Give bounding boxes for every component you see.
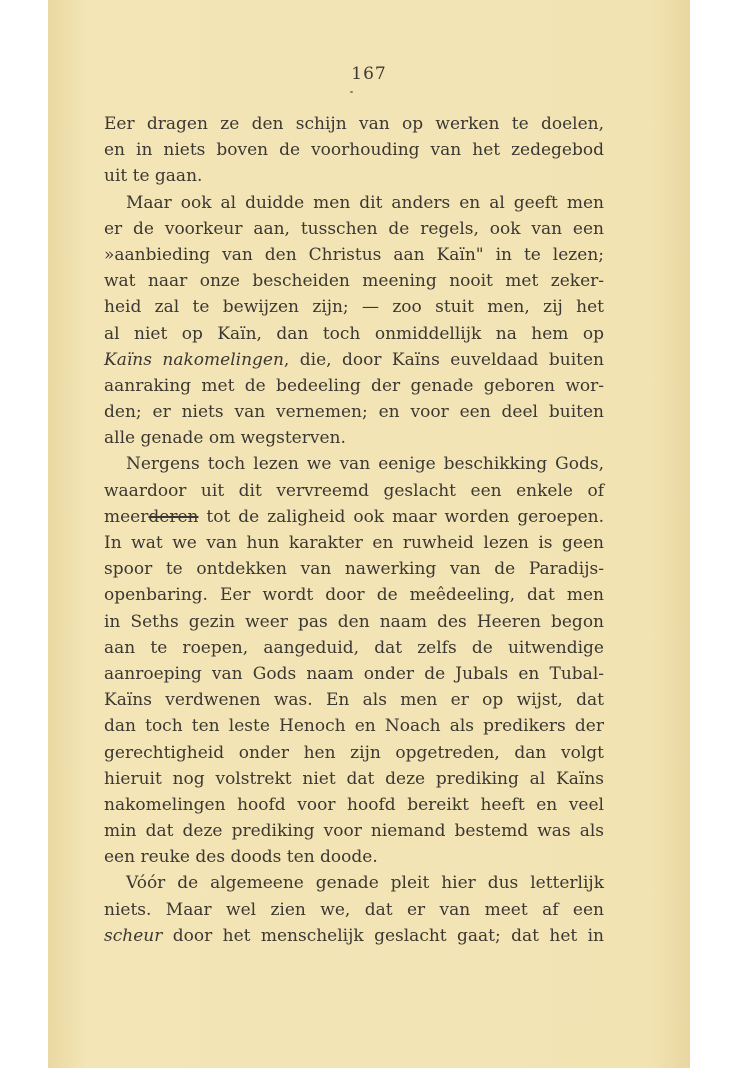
text-line: spoor te ontdekken van nawerking van de Paradijs- bbox=[104, 559, 604, 580]
text-line bbox=[104, 504, 604, 530]
text-line: heid zal te bewijzen zijn; — zoo stuit men, zij het bbox=[104, 297, 604, 318]
text-line: hieruit nog volstrekt niet dat deze prediking al Kaïns bbox=[104, 768, 604, 789]
text-line: min dat deze prediking voor niemand bestemd was als bbox=[104, 821, 604, 842]
text-line: gerechtigheid onder hen zijn opgetreden, dan volgt bbox=[104, 742, 604, 763]
text-line: in Seths gezin weer pas den naam des Heeren begon bbox=[104, 611, 604, 632]
text-line bbox=[104, 923, 604, 949]
text-line: wat naar onze bescheiden meening nooit met zeker- bbox=[104, 271, 604, 292]
text-segment: , die, door Kaïns euveldaad buiten bbox=[283, 349, 604, 370]
text-line: alle genade om wegsterven. bbox=[104, 428, 346, 449]
text-line bbox=[104, 347, 604, 373]
text-segment: tot de zaligheid ook maar worden geroepen. bbox=[198, 506, 604, 527]
text-line: een reuke des doods ten doode. bbox=[104, 847, 378, 868]
text-line: aanroeping van Gods naam onder de Jubals en Tubal- bbox=[104, 663, 604, 684]
text-line: dan toch ten leste Henoch en Noach als predikers der bbox=[104, 716, 604, 737]
text-segment: meer bbox=[104, 506, 149, 527]
book-page bbox=[48, 0, 690, 1068]
text-line: niets. Maar wel zien we, dat er van meet af een bbox=[104, 899, 604, 920]
struck-text: deren bbox=[148, 506, 199, 527]
text-line: »aanbieding van den Christus aan Kaïn" in te lezen; bbox=[104, 244, 604, 265]
text-line: er de voorkeur aan, tusschen de regels, ook van een bbox=[104, 218, 604, 239]
text-line: nakomelingen hoofd voor hoofd bereikt heeft en veel bbox=[104, 794, 604, 815]
text-line: al niet op Kaïn, dan toch onmiddellijk na hem op bbox=[104, 323, 604, 344]
text-line: In wat we van hun karakter en ruwheid lezen is geen bbox=[104, 533, 604, 553]
text-line: uit te gaan. bbox=[104, 166, 203, 187]
text-line: Nergens toch lezen we van eenige beschikking Gods, bbox=[126, 454, 604, 475]
text-line: aanraking met de bedeeling der genade geboren wor- bbox=[104, 375, 604, 396]
text-line: en in niets boven de voorhouding van het zedegebod bbox=[104, 140, 604, 161]
text-line: aan te roepen, aangeduid, dat zelfs de uitwendige bbox=[104, 637, 604, 658]
ink-speck bbox=[350, 91, 353, 93]
text-line: openbaring. Eer wordt door de meêdeeling, dat men bbox=[104, 585, 604, 606]
body-text bbox=[104, 111, 604, 949]
italic-phrase: Kaïns nakomelingen bbox=[104, 349, 284, 370]
text-segment: door het menschelijk geslacht gaat; dat het in bbox=[162, 925, 604, 946]
page-number: 167 bbox=[351, 64, 387, 84]
text-line: Vóór de algemeene genade pleit hier dus letterlijk bbox=[126, 873, 604, 894]
text-line: Maar ook al duidde men dit anders en al geeft men bbox=[126, 192, 604, 213]
text-line: Kaïns verdwenen was. En als men er op wijst, dat bbox=[104, 690, 604, 711]
text-line: waardoor uit dit vervreemd geslacht een enkele of bbox=[104, 480, 604, 501]
text-line: den; er niets van vernemen; en voor een deel buiten bbox=[104, 402, 604, 423]
italic-word: scheur bbox=[104, 925, 163, 946]
text-line: Eer dragen ze den schijn van op werken te doelen, bbox=[104, 114, 604, 134]
